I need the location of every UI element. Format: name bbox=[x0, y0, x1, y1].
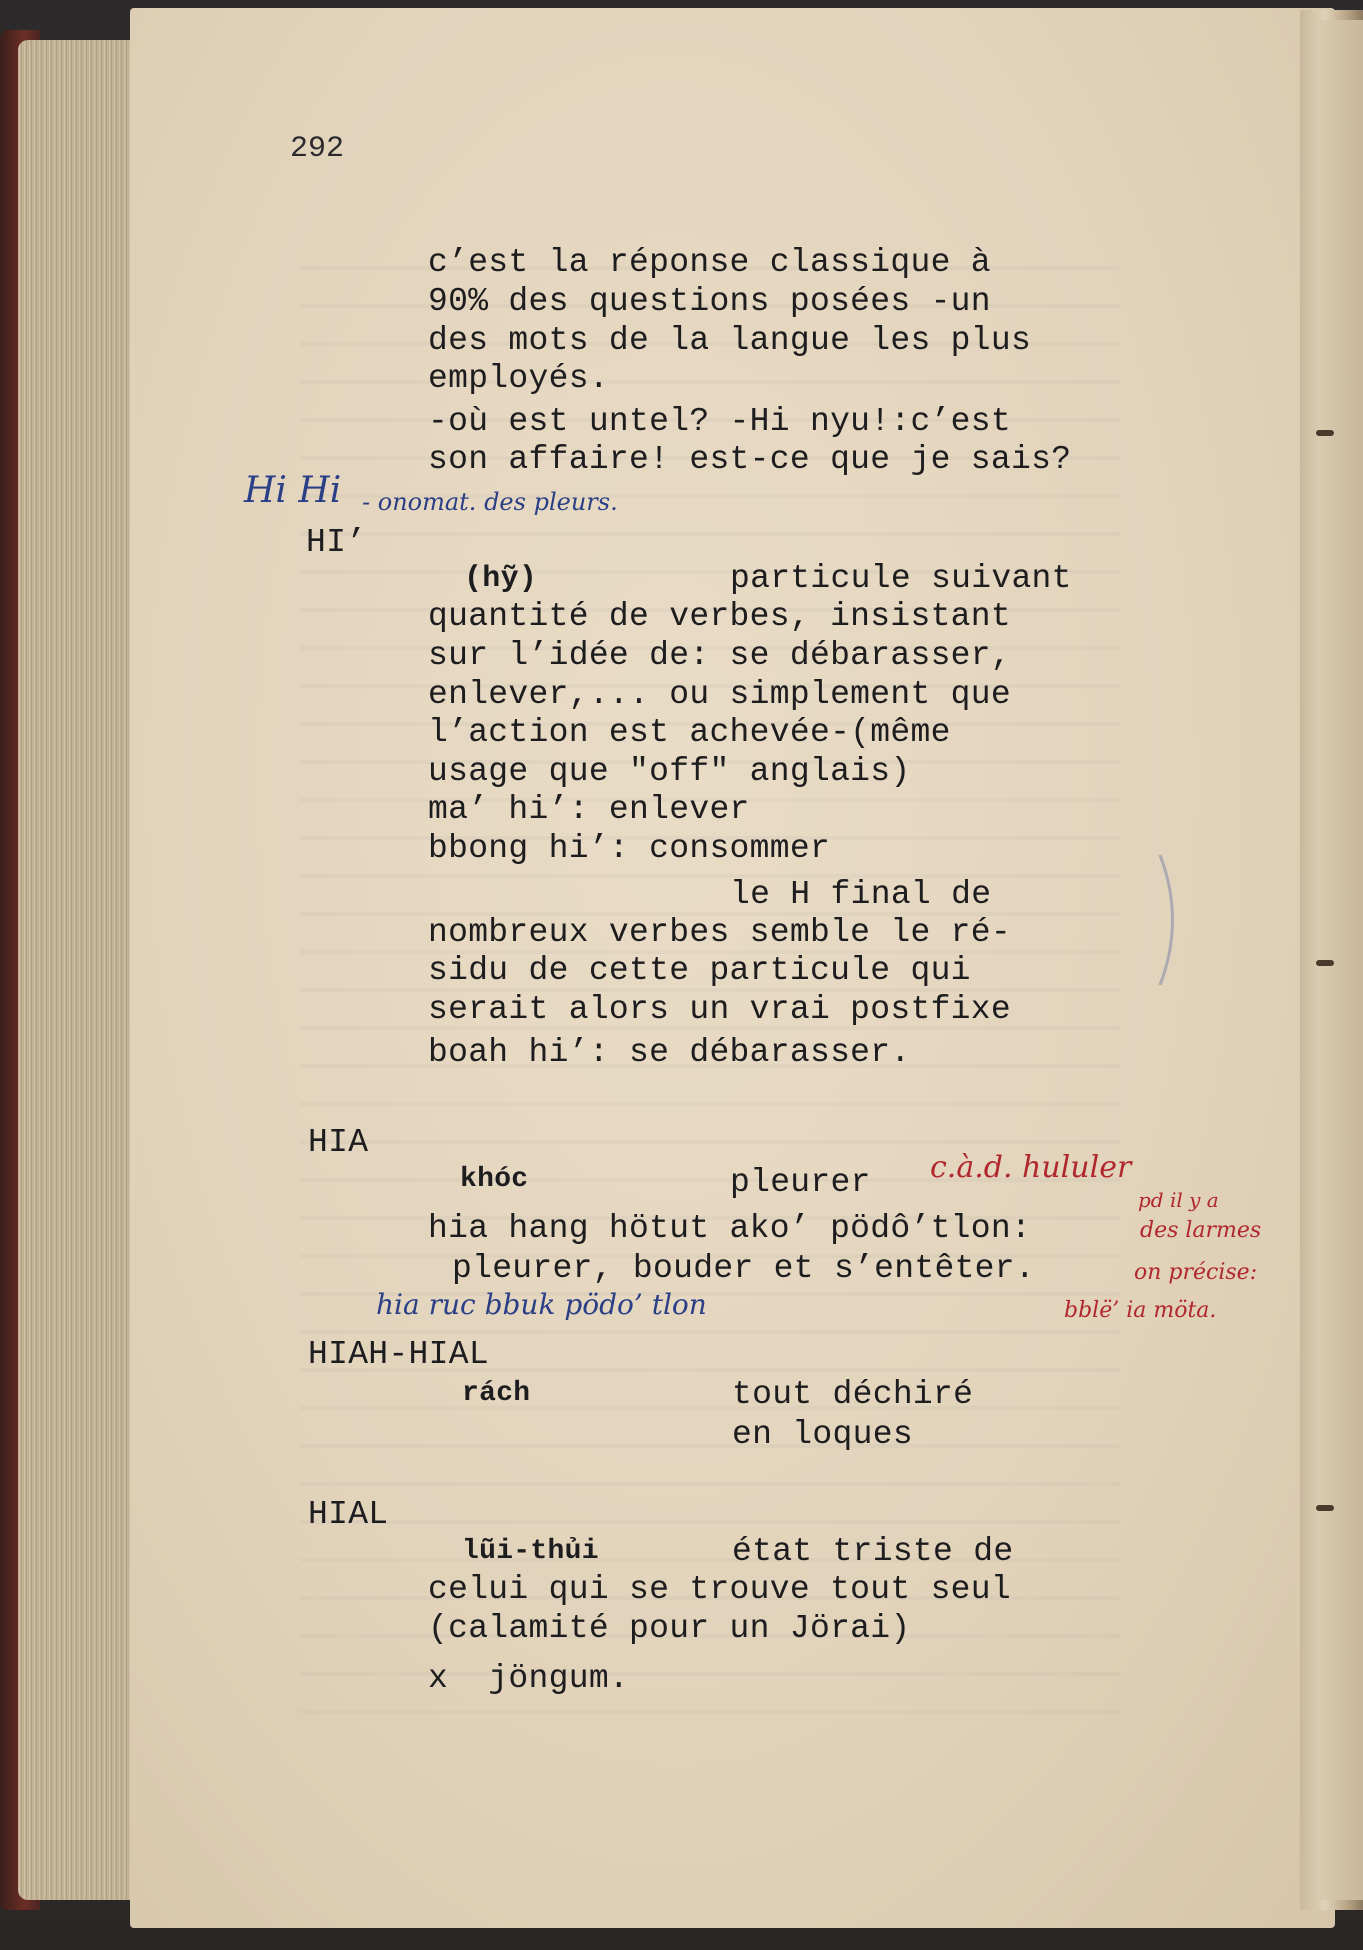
text-line: 90% des questions posées -un bbox=[428, 283, 991, 320]
text-line: son affaire! est-ce que je sais? bbox=[428, 441, 1072, 478]
entry-gloss: état triste de bbox=[732, 1533, 1014, 1570]
vietnamese-equivalent: rách bbox=[462, 1378, 531, 1409]
entry-headword: HIAH-HIAL bbox=[308, 1336, 489, 1373]
entry-headword: HIA bbox=[308, 1124, 369, 1161]
text-line: boah hi’: se débarasser. bbox=[428, 1034, 911, 1071]
text-line: enlever,... ou simplement que bbox=[428, 676, 1011, 713]
handwritten-note: bblë’ ia möta. bbox=[1064, 1298, 1217, 1323]
entry-gloss: pleurer bbox=[730, 1164, 871, 1201]
text-line: x jöngum. bbox=[428, 1660, 630, 1697]
handwritten-note: on précise: bbox=[1134, 1260, 1258, 1285]
handwritten-note: pd il y a bbox=[1138, 1188, 1219, 1212]
vietnamese-equivalent: lũi-thủi bbox=[462, 1536, 599, 1567]
binding-thread-mark bbox=[1316, 960, 1334, 966]
handwritten-note: - onomat. des pleurs. bbox=[362, 488, 618, 516]
entry-gloss: particule suivant bbox=[730, 560, 1072, 597]
text-line: usage que "off" anglais) bbox=[428, 753, 911, 790]
text-line: nombreux verbes semble le ré- bbox=[428, 914, 1011, 951]
text-line: hia hang hötut ako’ pödô’tlon: bbox=[428, 1210, 1032, 1247]
text-line: pleurer, bouder et s’entêter. bbox=[452, 1250, 1035, 1287]
pencil-bracket-mark bbox=[1155, 850, 1195, 990]
vietnamese-equivalent: khóc bbox=[460, 1164, 529, 1195]
text-line: ma’ hi’: enlever bbox=[428, 791, 750, 828]
text-line: (calamité pour un Jörai) bbox=[428, 1610, 911, 1647]
text-line: des mots de la langue les plus bbox=[428, 322, 1032, 359]
binding-thread-mark bbox=[1316, 1505, 1334, 1511]
handwritten-note: hia ruc bbuk pödo’ tlon bbox=[376, 1288, 707, 1321]
page-number: 292 bbox=[290, 132, 345, 166]
text-line: c’est la réponse classique à bbox=[428, 244, 991, 281]
text-line: -où est untel? -Hi nyu!:c’est bbox=[428, 403, 1011, 440]
handwritten-note: Hi Hi bbox=[244, 470, 342, 511]
text-line: sur l’idée de: se débarasser, bbox=[428, 637, 1011, 674]
entry-headword: HIAL bbox=[308, 1496, 389, 1533]
entry-gloss: en loques bbox=[732, 1416, 913, 1453]
text-line: employés. bbox=[428, 360, 609, 397]
handwritten-note: des larmes bbox=[1140, 1218, 1262, 1243]
handwritten-note: c.à.d. hululer bbox=[930, 1150, 1132, 1185]
text-line: l’action est achevée-(même bbox=[428, 714, 951, 751]
text-line: bbong hi’: consommer bbox=[428, 830, 831, 867]
page-edges bbox=[18, 40, 138, 1900]
entry-gloss: tout déchiré bbox=[732, 1376, 974, 1413]
text-line: le H final de bbox=[730, 876, 992, 913]
text-line: celui qui se trouve tout seul bbox=[428, 1571, 1011, 1608]
text-line: serait alors un vrai postfixe bbox=[428, 991, 1011, 1028]
binding-thread-mark bbox=[1316, 430, 1334, 436]
entry-headword: HI’ bbox=[306, 524, 367, 561]
text-line: sidu de cette particule qui bbox=[428, 952, 971, 989]
text-line: quantité de verbes, insistant bbox=[428, 598, 1011, 635]
vietnamese-equivalent: (hỹ) bbox=[464, 562, 538, 596]
